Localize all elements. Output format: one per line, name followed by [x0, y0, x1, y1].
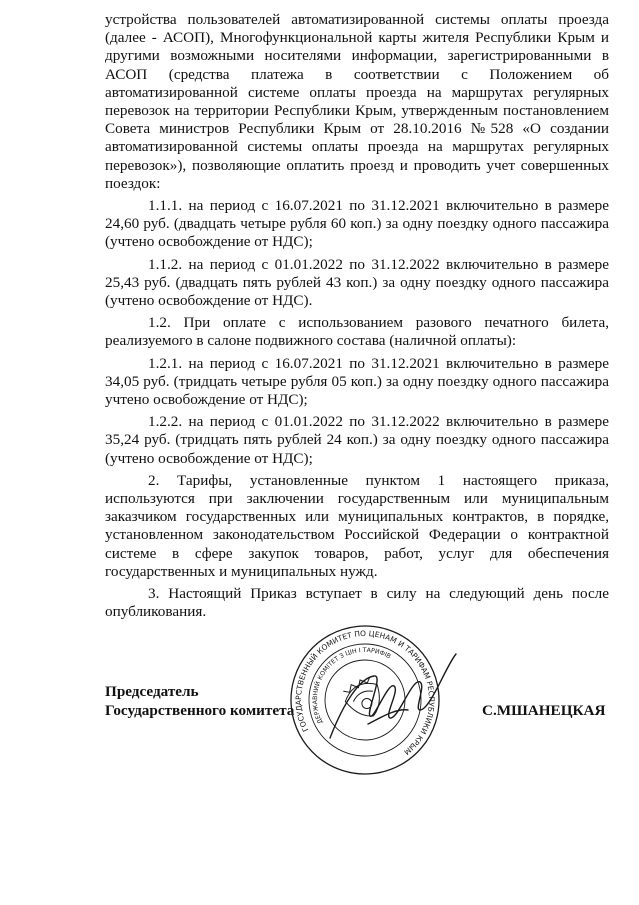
paragraph-1-2: 1.2. При оплате с использованием разового печатного билета, реализуемого в салоне подвижного состава (наличной оплаты): [105, 314, 609, 350]
handwritten-signature-icon [330, 654, 456, 738]
paragraph-1-1-2: 1.1.2. на период с 01.01.2022 по 31.12.2022 включительно в размере 25,43 руб. (двадцать пять рублей 43 коп.) за одну поездку одного пассажира (учтено освобождение от НДС). [105, 255, 609, 310]
document-body [105, 11, 609, 626]
signatory-name: С.МШАНЕЦКАЯ [482, 702, 606, 719]
stamp-inner-text: ДЕРЖАВНИЙ КОМІТЕТ З ЦІН І ТАРИФІВ [311, 646, 392, 725]
official-stamp-seal [270, 620, 460, 780]
stamp-outer-text: ГОСУДАРСТВЕННЫЙ КОМИТЕТ ПО ЦЕНАМ И ТАРИФАМ РЕСПУБЛИКИ КРЫМ [293, 628, 437, 757]
paragraph-1-2-2: 1.2.2. на период с 01.01.2022 по 31.12.2022 включительно в размере 35,24 руб. (тридцать пять рублей 24 коп.) за одну поездку одного пассажира (учтено освобождение от НДС); [105, 413, 609, 467]
signatory-title [105, 683, 294, 720]
paragraph-2: 2. Тарифы, установленные пунктом 1 настоящего приказа, используются при заключении государственным или муниципальным заказчиком государственных или муниципальных контрактов, в порядке, установленном законодательством Российской Федерации о контрактной системе в сфере закупок товаров, работ, услуг для обеспечения государственных и муниципальных нужд. [105, 471, 609, 580]
paragraph-1-1-1: 1.1.1. на период с 16.07.2021 по 31.12.2021 включительно в размере 24,60 руб. (двадцать четыре рубля 60 коп.) за одну поездку одного пассажира (учтено освобождение от НДС); [105, 197, 609, 251]
paragraph-1-2-1: 1.2.1. на период с 16.07.2021 по 31.12.2021 включительно в размере 34,05 руб. (тридцать четыре рубля 05 коп.) за одну поездку одного пассажира учтено освобождение от НДС); [105, 354, 609, 409]
paragraph-3: 3. Настоящий Приказ вступает в силу на следующий день после опубликования. [105, 585, 609, 621]
signatory-title-line2: Государственного комитета [105, 701, 295, 719]
signatory-title-line1: Председатель [105, 683, 199, 700]
paragraph-intro-continuation: устройства пользователей автоматизированной системы оплаты проезда (далее - АСОП), Многофункциональной карты жителя Республики Крым и другими возможными носителями информации, зарегистрированными в АСОП (средства платежа в соответствии с Положением об автоматизированной системе оплаты проезда на маршрутах регулярных перевозок на территории Республики Крым, утвержденным постановлением Совета министров Республики Крым от 28.10.2016 №528 «О создании автоматизированной системы оплаты проезда на маршрутах регулярных перевозок»), позволяющие оплатить проезд и проводить учет совершенных поездок: [105, 11, 609, 192]
